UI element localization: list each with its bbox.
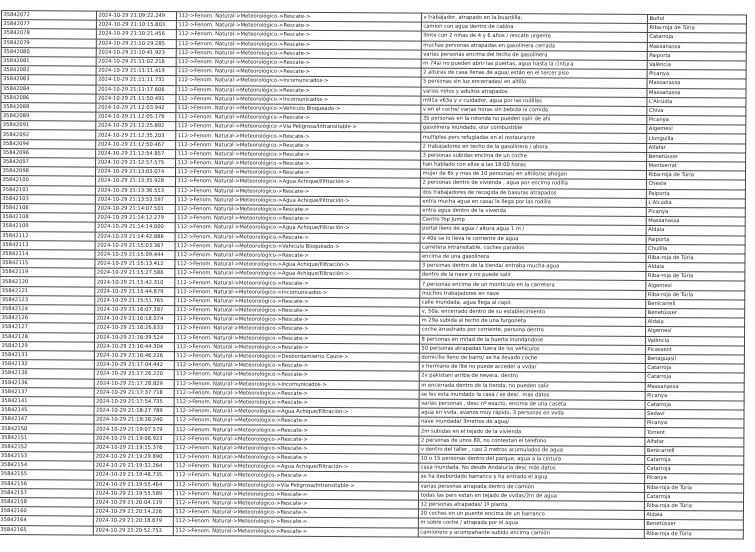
town-cell: Buñol	[647, 14, 746, 24]
category-cell: 112->Fenom. Natural->Meteorológico->Rescate->	[176, 39, 421, 50]
incident-id-cell: 35842153	[0, 451, 94, 461]
town-cell: Riba-roja de Túria	[644, 529, 743, 539]
category-cell: 112->Fenom. Natural->Meteorológico->Rescate->	[174, 416, 419, 427]
category-cell: 112->Fenom. Natural->Meteorológico->Vehículo Bloqueado->	[176, 103, 421, 114]
town-cell: Catarroja	[645, 373, 744, 383]
incident-id-cell: 35842131	[0, 350, 94, 360]
datetime-cell: 2024-10-29 21:19:32.264	[94, 461, 174, 471]
description-cell: 2 trabajadores en techo de la gasolinera / ahora	[421, 142, 647, 153]
category-cell: 112->Fenom. Natural->Meteorológico->Rescate->	[174, 388, 419, 399]
town-cell: Paiporta	[647, 51, 746, 61]
category-cell: 112->Fenom. Natural->Meteorológico->Rescate->	[176, 149, 421, 160]
category-cell: 112->Fenom. Natural->Meteorológico->Rescate->	[176, 85, 421, 96]
incident-id-cell: 35842108	[0, 213, 95, 223]
datetime-cell: 2024-10-29 21:13:53.597	[95, 195, 175, 205]
datetime-cell: 2024-10-29 21:14:42.886	[95, 232, 175, 242]
datetime-cell: 2024-10-29 21:18:27.789	[94, 406, 174, 416]
datetime-cell: 2024-10-29 21:19:08.923	[94, 434, 174, 444]
category-cell: 112->Fenom. Natural->Meteorológico->Rescate->	[176, 140, 421, 151]
category-cell: 112->Fenom. Natural->Meteorológico->Incomunicados->	[174, 379, 419, 390]
category-cell: 112->Fenom. Natural->Meteorológico->Agua Achique/Filtración->	[174, 462, 419, 473]
datetime-cell: 2024-10-29 21:11:11.419	[96, 66, 176, 76]
category-cell: 112->Fenom. Natural->Meteorológico->Agua Achique/Filtración->	[175, 177, 420, 188]
category-cell: 112->Fenom. Natural->Meteorológico->Rescate->	[175, 324, 420, 335]
description-cell: 12 personas atrapadas/ 1º planta	[418, 500, 644, 511]
description-cell: 2v pakistani arriba de nevera, dentro	[419, 371, 645, 382]
incident-id-cell: 35842094	[1, 139, 96, 149]
description-cell: entra agua dentro de la vivenda	[420, 206, 646, 217]
description-cell: m 74a/ no pueden abrir las puertas, agua hasta la cintura	[421, 59, 647, 70]
category-cell: 112->Fenom. Natural->Meteorológico->Agua Achique/Filtración->	[175, 260, 420, 271]
description-cell: mujer de 8x y mas de 10 personas/ en altillo/se ahogan	[420, 169, 646, 180]
description-cell: dos trabajadores de recogida de basuras atrapados	[420, 188, 646, 199]
category-cell: 112->Fenom. Natural->Meteorológico->Rescate->	[175, 168, 420, 179]
incident-id-cell: 35842083	[1, 75, 96, 85]
town-cell: Massanassa	[646, 217, 745, 227]
datetime-cell: 2024-10-29 21:15:27.586	[95, 268, 175, 278]
incident-id-cell: 35842129	[0, 341, 94, 351]
datetime-cell: 2024-10-29 21:12:57.575	[96, 158, 176, 168]
datetime-cell: 2024-10-29 21:19:07.579	[94, 425, 174, 435]
town-cell: Riba-roja de Túria	[646, 290, 745, 300]
category-cell: 112->Fenom. Natural->Meteorológico->Rescate->	[176, 21, 421, 32]
incident-id-cell: 35842092	[1, 130, 96, 140]
town-cell: Benetússer	[646, 308, 745, 318]
description-cell: agua en vvda, avanza muy rápido, 3 personas en vvda	[419, 408, 645, 419]
incident-id-cell: 35842156	[0, 479, 94, 489]
category-cell: 112->Fenom. Natural->Meteorológico->Rescate->	[175, 214, 420, 225]
category-cell: 112->Fenom. Natural->Meteorológico->Rescate->	[176, 131, 421, 142]
datetime-cell: 2024-10-29 21:11:02.218	[96, 57, 176, 67]
category-cell: 112->Fenom. Natural->Meteorológico->Rescate->	[174, 425, 419, 436]
incident-id-cell: 35842106	[0, 203, 95, 213]
incident-id-cell: 35842151	[0, 433, 94, 443]
category-cell: 112->Fenom. Natural->Meteorológico->Incomunicados->	[176, 94, 421, 105]
category-cell: 112->Fenom. Natural->Meteorológico->Rescate->	[174, 489, 419, 500]
description-cell: m encerrada dentro de la tienda, no pueden salir	[419, 381, 645, 392]
category-cell: 112->Fenom. Natural->Meteorológico->Vía Peligrosa/Intransitable->	[176, 122, 421, 133]
datetime-cell: 2024-10-29 21:17:26.220	[94, 369, 174, 379]
incident-id-cell: 35842086	[1, 93, 96, 103]
incident-id-cell: 35842101	[0, 185, 95, 195]
town-cell: Benetússer	[644, 520, 743, 530]
incident-id-cell: 35842136	[0, 378, 94, 388]
datetime-cell: 2024-10-29 21:16:44.304	[94, 342, 174, 352]
incident-id-cell: 35842126	[0, 314, 95, 324]
datetime-cell: 2024-10-29 21:15:09.444	[95, 250, 175, 260]
incident-id-cell: 35842128	[0, 332, 95, 342]
category-cell: 112->Fenom. Natural->Meteorológico->Rescate->	[173, 508, 418, 519]
datetime-cell: 2024-10-29 21:15:51.765	[95, 296, 175, 306]
incident-id-cell: 35842113	[0, 240, 95, 250]
category-cell: 112->Fenom. Natural->Meteorológico->Rescate->	[174, 453, 419, 464]
category-cell: 112->Fenom. Natural->Meteorológico->Vehículo Bloqueado->	[175, 241, 420, 252]
town-cell: Catarroja	[645, 455, 744, 465]
category-cell: 112->Fenom. Natural->Meteorológico->Vía Peligrosa/Intransitable->	[174, 480, 419, 491]
incident-id-cell: 35842081	[1, 56, 96, 66]
town-cell: Riba-roja de Túria	[644, 501, 743, 511]
datetime-cell: 2024-10-29 21:17:37.718	[94, 388, 174, 398]
datetime-cell: 2024-10-29 21:20:18.679	[93, 516, 173, 526]
datetime-cell: 2024-10-29 21:16:26.633	[95, 323, 175, 333]
datetime-cell: 2024-10-29 21:11:17.606	[96, 85, 176, 95]
description-cell: v 40a se lo lleva le corriente de agua	[420, 234, 646, 245]
town-cell: Picanya	[646, 207, 745, 217]
description-cell: 2 personas de unos 80, no contestan el telefono	[419, 436, 645, 447]
description-cell: camion con agua dentro de cabina	[421, 22, 647, 33]
incident-id-cell: 35842082	[1, 66, 96, 76]
town-cell: L'Alcúdia	[646, 198, 745, 208]
incident-id-cell: 35842136	[0, 369, 94, 379]
description-cell: calle inundada, agua llega al capó	[420, 298, 646, 309]
category-cell: 112->Fenom. Natural->Meteorológico->Rescate->	[176, 159, 421, 170]
category-cell: 112->Fenom. Natural->Meteorológico->Rescate->	[174, 370, 419, 381]
category-cell: 112->Fenom. Natural->Meteorológico->Rescate->	[175, 315, 420, 326]
incident-id-cell: 35842132	[0, 360, 94, 370]
town-cell: Picanya	[647, 70, 746, 80]
description-cell: carretera intransitable, coches parados	[420, 243, 646, 254]
town-cell: Massanassa	[647, 42, 746, 52]
category-cell: 112->Fenom. Natural->Meteorológico->Rescate->	[175, 250, 420, 261]
datetime-cell: 2024-10-29 21:13:36.553	[95, 186, 175, 196]
town-cell: Benaguasil	[645, 354, 744, 364]
category-cell: 112->Fenom. Natural->Meteorológico->Rescate->	[176, 12, 421, 23]
incident-id-cell: 35842120	[0, 277, 95, 287]
datetime-cell: 2024-10-29 21:13:03.074	[95, 167, 175, 177]
description-cell: todas las pers estan en tejado de vvdas/2m de agua	[419, 491, 645, 502]
description-cell: se les esta inundado la casa / se desc. mas datos	[419, 390, 645, 401]
town-cell: Torrent	[645, 428, 744, 438]
description-cell: casa inundada. No desde Andalucía desc más datos	[419, 463, 645, 474]
datetime-cell: 2024-10-29 21:20:04.119	[93, 498, 173, 508]
datetime-cell: 2024-10-29 21:12:03.942	[96, 103, 176, 113]
description-cell: varias personas , desc nº exacto, encima de una caseta	[419, 399, 645, 410]
incident-id-cell: 35842155	[0, 470, 94, 480]
incident-id-cell: 35842109	[0, 222, 95, 232]
town-cell: Catarroja	[647, 33, 746, 43]
description-cell: 8 personas en mitad de la huerta inundandose	[419, 335, 645, 346]
category-cell: 112->Fenom. Natural->Meteorológico->Agua Achique/Filtración->	[174, 407, 419, 418]
incident-id-cell: 35842157	[0, 488, 94, 498]
datetime-cell: 2024-10-29 21:13:35.928	[95, 176, 175, 186]
category-cell: 112->Fenom. Natural->Meteorológico->Agua Achique/Filtración->	[175, 223, 420, 234]
datetime-cell: 2024-10-29 21:11:50.491	[96, 94, 176, 104]
category-cell: 112->Fenom. Natural->Meteorológico->Rescate->	[173, 526, 418, 537]
town-cell: Riba-roja de Túria	[645, 483, 744, 493]
town-cell: Picanya	[645, 474, 744, 484]
category-cell: 112->Fenom. Natural->Meteorológico->Rescate->	[176, 67, 421, 78]
datetime-cell: 2024-10-29 21:12:05.176	[96, 112, 176, 122]
town-cell: Aldaia	[644, 511, 743, 521]
town-cell: Aldaia	[646, 318, 745, 328]
datetime-cell: 2024-10-29 21:19:15.376	[94, 443, 174, 453]
description-cell: se ha desbordado barranco y ha entrado el agua	[419, 472, 645, 483]
description-cell: varias personas atrapada dentro de camión	[419, 482, 645, 493]
incident-id-cell: 35842123	[0, 295, 95, 305]
datetime-cell: 2024-10-29 21:19:29.890	[94, 452, 174, 462]
description-cell: 10 o 15 personas dentro del parque, agua a la cintura	[419, 454, 645, 465]
datetime-cell: 2024-10-29 21:16:18.074	[95, 314, 175, 324]
incident-id-cell: 35842137	[0, 387, 94, 397]
town-cell: Catarroja	[645, 465, 744, 475]
town-cell: L'Alcúdia	[647, 97, 746, 107]
datetime-cell: 2024-10-29 21:12:35.203	[96, 131, 176, 141]
town-cell: València	[645, 336, 744, 346]
incident-id-cell: 35842091	[1, 121, 96, 131]
incident-id-cell: 35842160	[0, 507, 93, 517]
town-cell: Benicarrell	[645, 446, 744, 456]
datetime-cell: 2024-10-29 21:14:12.279	[95, 213, 175, 223]
datetime-cell: 2024-10-29 21:10:15.803	[96, 20, 176, 30]
incident-id-cell: 35842089	[1, 112, 96, 122]
incident-id-cell: 35842124	[0, 304, 95, 314]
incident-id-cell: 35842158	[0, 497, 94, 507]
datetime-cell: 2024-10-29 21:12:50.467	[96, 140, 176, 150]
description-cell: 2 personas dentro de vivienda , agua por encima rodilla	[420, 178, 646, 189]
description-cell: m 29a subida al techo de una furgoneta	[420, 316, 646, 327]
town-cell: Massanassa	[647, 79, 746, 89]
category-cell: 112->Fenom. Natural->Meteorológico->Rescate->	[175, 278, 420, 289]
town-cell: Picassent	[645, 345, 744, 355]
town-cell: Llonguilla	[647, 134, 746, 144]
town-cell: Sedaví	[645, 410, 744, 420]
datetime-cell: 2024-10-29 21:10:41.923	[96, 48, 176, 58]
town-cell: Algemesí	[647, 125, 746, 135]
town-cell: Riba-roja de Túria	[646, 272, 745, 282]
category-cell: 112->Fenom. Natural->Meteorológico->Rescate->	[175, 232, 420, 243]
description-cell: nave inundada/ 3metros de agua/	[419, 417, 645, 428]
category-cell: 112->Fenom. Natural->Meteorológico->Rescate->	[174, 333, 419, 344]
description-cell: camionero y acompañante subido encima camión	[418, 528, 644, 539]
description-cell: 7 personas encima de un montículo en la carretera	[420, 280, 646, 291]
description-cell: v hermano de llte no puede acceder a vvda/	[419, 362, 645, 373]
datetime-cell: 2024-10-29 21:14:14.000	[95, 222, 175, 232]
category-cell: 112->Fenom. Natural->Meteorológico->Rescate->	[176, 58, 421, 69]
incident-id-cell: 35842079	[1, 38, 96, 48]
datetime-cell: 2024-10-29 21:19:55.589	[94, 489, 174, 499]
incident-id-cell: 35842080	[1, 47, 96, 57]
town-cell: Benetússer	[647, 152, 746, 162]
town-cell: Catarroja	[645, 492, 744, 502]
incident-id-cell: 35842145	[0, 406, 94, 416]
datetime-cell: 2024-10-29 21:10:29.285	[96, 39, 176, 49]
description-cell: m sobre coche / atrapada por el agua	[418, 518, 644, 529]
description-cell: 2 alturas de casa llenas de agua/ están en el tercer piso	[421, 68, 647, 79]
datetime-cell: 2024-10-29 21:17:28.829	[94, 379, 174, 389]
datetime-cell: 2024-10-29 21:17:54.735	[94, 397, 174, 407]
datetime-cell: 2024-10-29 21:14:07.501	[95, 204, 175, 214]
category-cell: 112->Fenom. Natural->Meteorológico->Rescate->	[175, 296, 420, 307]
datetime-cell: 2024-10-29 21:20:52.753	[93, 526, 173, 536]
description-cell: 5 personas sin luz encerradas/ en altillo	[421, 77, 647, 88]
town-cell: Picanya	[645, 391, 744, 401]
datetime-cell: 2024-10-29 21:11:11.731	[96, 75, 176, 85]
description-cell: v, 50a, encerrado dentro de su establecimiento	[420, 307, 646, 318]
incident-id-cell: 35842152	[0, 442, 94, 452]
category-cell: 112->Fenom. Natural->Meteorológico->Incomunicados->	[176, 76, 421, 87]
category-cell: 112->Fenom. Natural->Meteorológico->Rescate->	[176, 113, 421, 124]
incident-id-cell: 35842119	[0, 268, 95, 278]
town-cell: Cheste	[646, 180, 745, 190]
datetime-cell: 2024-10-29 21:16:46.226	[94, 351, 174, 361]
incident-id-cell: 35842098	[0, 167, 95, 177]
category-cell: 112->Fenom. Natural->Meteorológico->Desbordamiento Cauce->	[174, 352, 419, 363]
category-cell: 112->Fenom. Natural->Meteorológico->Agua Achique/Filtración->	[175, 269, 420, 280]
town-cell: Paiporta	[646, 235, 745, 245]
town-cell: Benicarrell	[646, 299, 745, 309]
category-cell: 112->Fenom. Natural->Meteorológico->Rescate->	[175, 205, 420, 216]
incident-id-cell: 35842121	[0, 286, 95, 296]
description-cell: 35 personas en la rotonda no pueden salir de ahí	[421, 114, 647, 125]
town-cell: Chiva	[647, 106, 746, 116]
description-cell: domicilio lleno de barro/ se ha llevado coche	[419, 353, 645, 364]
datetime-cell: 2024-10-29 21:16:07.387	[95, 305, 175, 315]
town-cell: Catarroja	[645, 364, 744, 374]
description-cell: entra mucha agua en casa/ le llega por las rodilla	[420, 197, 646, 208]
category-cell: 112->Fenom. Natural->Meteorológico->Rescate->	[173, 517, 418, 528]
datetime-cell: 2024-10-29 21:17:04.442	[94, 360, 174, 370]
incident-id-cell: 35842112	[0, 231, 95, 241]
incident-id-cell: 35842088	[1, 102, 96, 112]
incident-id-cell: 35842141	[0, 396, 94, 406]
datetime-cell: 2024-10-29 21:16:39.524	[94, 333, 174, 343]
datetime-cell: 2024-10-29 21:19:48.735	[94, 470, 174, 480]
description-cell: coche arrastrado por corriente, persona dentro	[420, 325, 646, 336]
description-cell: gasolinera inundado, olor combustible	[421, 123, 647, 134]
town-cell: València	[647, 60, 746, 70]
category-cell: 112->Fenom. Natural->Meteorológico->Rescate->	[174, 342, 419, 353]
datetime-cell: 2024-10-29 21:18:38.240	[94, 415, 174, 425]
datetime-cell: 2024-10-29 21:12:25.892	[96, 121, 176, 131]
incident-id-cell: 35842084	[1, 84, 96, 94]
category-cell: 112->Fenom. Natural->Meteorológico->Rescate->	[173, 499, 418, 510]
town-cell: Picanya	[645, 419, 744, 429]
datetime-cell: 2024-10-29 21:15:03.367	[95, 241, 175, 251]
description-cell: v dentro del taller , casi 2 metros acumulados de agua	[419, 445, 645, 456]
description-cell: 2m subidas en el tejado de la vivienda	[419, 426, 645, 437]
description-cell: muchos trabajadores en nave	[420, 289, 646, 300]
description-cell: v en el coche/ varias horas sin bebida ni comida	[421, 105, 647, 116]
incident-id-cell: 35842114	[0, 249, 95, 259]
town-cell: Montserrat	[647, 161, 746, 171]
category-cell: 112->Fenom. Natural->Meteorológico->Rescate->	[174, 443, 419, 454]
category-cell: 112->Fenom. Natural->Meteorológico->Rescate->	[174, 361, 419, 372]
description-cell: 3 personas dentro de la tienda/ entraba mucha agua	[420, 261, 646, 272]
town-cell: Aldaia	[646, 226, 745, 236]
category-cell: 112->Fenom. Natural->Meteorológico->Rescate->	[174, 434, 419, 445]
town-cell: Algemesí	[646, 281, 745, 291]
description-cell: multiples pers refugiadas en el restaurante	[421, 133, 647, 144]
incident-id-cell: 35842097	[1, 158, 96, 168]
datetime-cell: 2024-10-29 21:15:44.879	[95, 287, 175, 297]
town-cell: Algemesí	[646, 327, 745, 337]
incident-id-cell: 35842078	[1, 29, 96, 39]
category-cell: 112->Fenom. Natural->Meteorológico->Rescate->	[174, 397, 419, 408]
category-cell: 112->Fenom. Natural->Meteorológico->Rescate->	[175, 306, 420, 317]
incident-id-cell: 35842100	[0, 176, 95, 186]
description-cell: 3 personas subidas encima de un coche	[421, 151, 647, 162]
description-cell: v trabajador, atrapado en la buardilla,	[421, 13, 647, 24]
category-cell: 112->Fenom. Natural->Meteorológico->Agua Achique/Filtración->	[175, 195, 420, 206]
description-cell: han hablado con ellos a las 18:00 horas	[421, 160, 647, 171]
incident-id-cell: 35842096	[1, 148, 96, 158]
incident-id-cell: 35842103	[0, 194, 95, 204]
description-cell: varias personas encima del techo de gasolinera	[421, 50, 647, 61]
town-cell: Riba-roja de Túria	[647, 24, 746, 34]
description-cell: portal lleno de agua / altura agua 1 m /	[420, 224, 646, 235]
description-cell: muchas personas atrapadas en gasolinera cerrada	[421, 41, 647, 52]
category-cell: 112->Fenom. Natural->Meteorológico->Rescate->	[176, 48, 421, 59]
datetime-cell: 2024-10-29 21:20:14.226	[93, 507, 173, 517]
description-cell: 20 coches en un puente encima de un barranco	[418, 509, 644, 520]
town-cell: Alfafar	[645, 437, 744, 447]
incident-id-cell: 35842164	[0, 516, 93, 526]
datetime-cell: 2024-10-29 21:15:42.310	[95, 278, 175, 288]
incident-table	[0, 10, 747, 539]
category-cell: 112->Fenom. Natural->Meteorológico->Rescate->	[174, 471, 419, 482]
category-cell: 112->Fenom. Natural->Meteorológico->Rescate->	[176, 30, 421, 41]
incident-id-cell: 35842154	[0, 461, 94, 471]
incident-id-cell: 35842165	[0, 525, 93, 535]
town-cell: Picanya	[647, 116, 746, 126]
town-cell: Massanassa	[645, 382, 744, 392]
description-cell: llmte con 2 niñas de 4 y 6 años / rescate urgente	[421, 31, 647, 42]
datetime-cell: 2024-10-29 21:12:54.857	[96, 149, 176, 159]
incident-id-cell: 35842072	[1, 11, 96, 21]
category-cell: 112->Fenom. Natural->Meteorológico->Incomunicados->	[175, 287, 420, 298]
datetime-cell: 2024-10-29 21:09:22.249	[96, 11, 176, 21]
description-cell: m91a v63a y v cuidador, agua por las rodillas	[421, 96, 647, 107]
description-cell: dentro de la nave y no puede salir	[420, 270, 646, 281]
datetime-cell: 2024-10-29 21:15:13.412	[95, 259, 175, 269]
description-cell: Centro Top Jump	[420, 215, 646, 226]
incident-id-cell: 35842115	[0, 259, 95, 269]
town-cell: Alfafar	[647, 143, 746, 153]
town-cell: Riba-roja de Túria	[646, 171, 745, 181]
description-cell: varios niños y adultos atrapados	[421, 87, 647, 98]
description-cell: encima de una gasolinera	[420, 252, 646, 263]
datetime-cell: 2024-10-29 21:10:21.456	[96, 29, 176, 39]
datetime-cell: 2024-10-29 21:19:55.464	[94, 480, 174, 490]
town-cell: Chulilla	[646, 244, 745, 254]
town-cell: Massanassa	[647, 88, 746, 98]
incident-id-cell: 35842127	[0, 323, 95, 333]
incident-table-body	[0, 11, 746, 539]
category-cell: 112->Fenom. Natural->Meteorológico->Rescate->	[175, 186, 420, 197]
incident-id-cell: 35842147	[0, 415, 94, 425]
town-cell: Riba-roja de Túria	[646, 253, 745, 263]
town-cell: Aldaia	[646, 263, 745, 273]
town-cell: Paiporta	[646, 189, 745, 199]
description-cell: 50 personas atrapadas fuera de los vehículos	[419, 344, 645, 355]
incident-id-cell: 35842150	[0, 424, 94, 434]
incident-id-cell: 35842077	[1, 20, 96, 30]
town-cell: Catarroja	[645, 400, 744, 410]
